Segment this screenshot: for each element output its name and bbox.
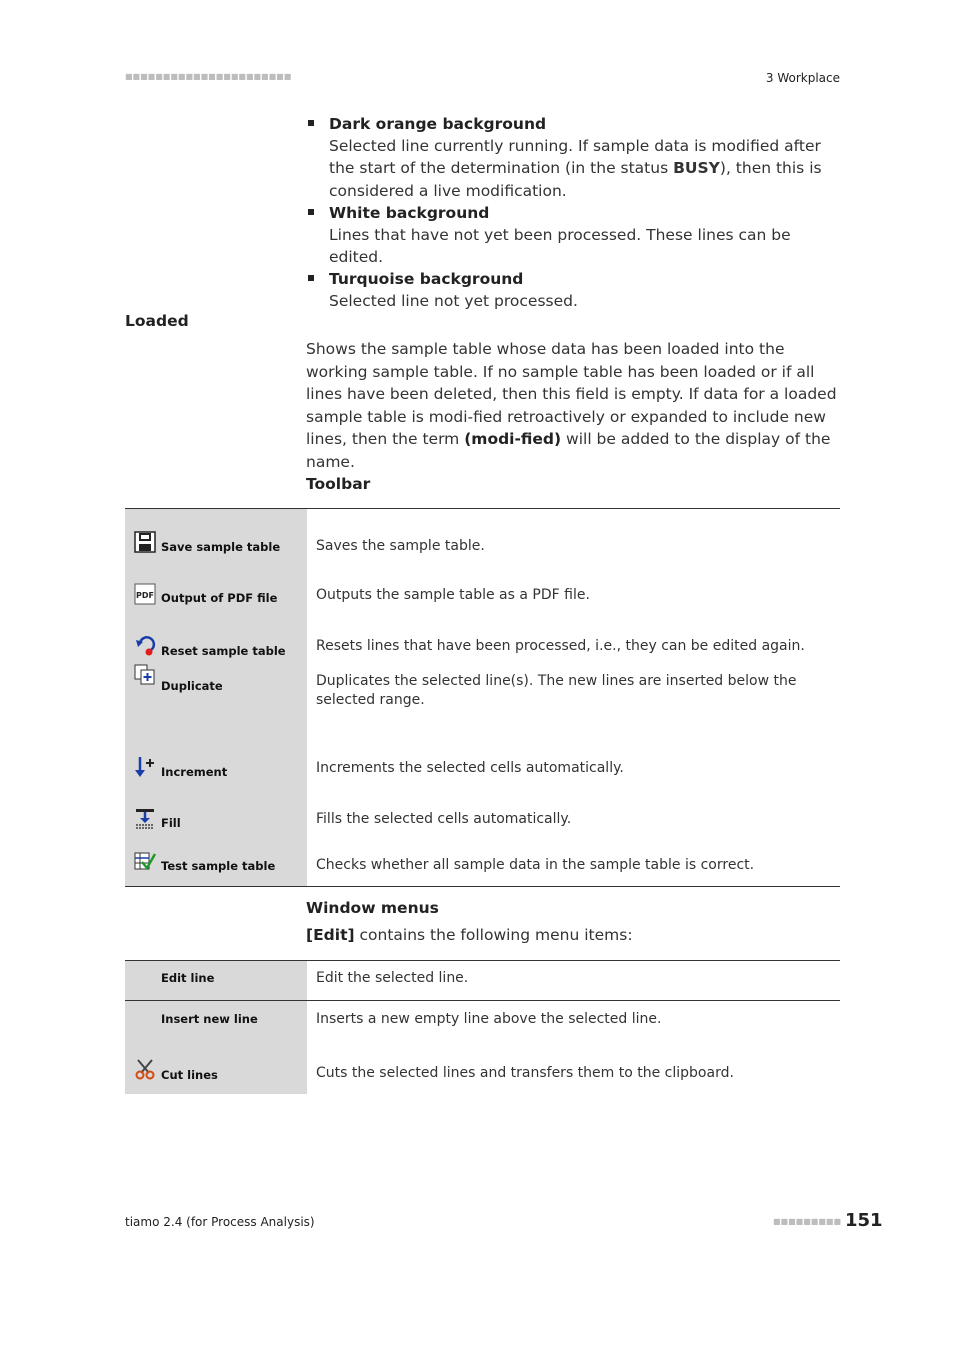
toolbar-label: Increment	[161, 764, 228, 779]
chapter-title: 3 Workplace	[765, 71, 840, 85]
fill-icon	[134, 808, 156, 830]
table-row	[125, 559, 840, 610]
footer-decoration: ■■■■■■■■■	[773, 1217, 842, 1226]
loaded-text-part: will be added to the display of the name.	[306, 430, 831, 471]
pdf-icon	[134, 583, 156, 605]
window-menus-subtitle-text: contains the following menu items:	[354, 926, 633, 944]
table-row	[125, 835, 840, 887]
toolbar-label: Output of PDF file	[161, 590, 278, 605]
bullet-square-icon	[308, 120, 314, 126]
page-number: 151	[845, 1210, 883, 1231]
window-menus-subtitle	[306, 926, 633, 944]
bullet-description: Lines that have not yet been processed. These lines can be edited.	[329, 225, 791, 267]
table-row	[125, 610, 840, 662]
svg-text:PDF: PDF	[136, 590, 154, 600]
toolbar-description: Checks whether all sample data in the sample table is correct.	[316, 856, 755, 873]
table-row	[125, 509, 840, 559]
modified-term: (modi-fied)	[464, 430, 562, 449]
bullet-square-icon	[308, 275, 314, 281]
table-row	[125, 1041, 840, 1094]
bullet-title: Turquoise background	[329, 270, 524, 289]
table-row	[125, 732, 840, 784]
bullet-title: Dark orange background	[329, 115, 547, 133]
test-table-icon	[134, 850, 156, 872]
loaded-text-part: Shows the sample table whose data has been loaded into the working sample table. If no sample table has been loaded or if all lines have been deleted, then this field is empty. If data for a loaded sample table is modi-fied retroactively or expanded to include new lines, then the term	[306, 340, 837, 449]
toolbar-heading: Toolbar	[306, 475, 371, 493]
bullet-desc-part: Selected line currently running. If sample data is modified after the start of the determination (in the status	[329, 137, 821, 178]
toolbar-label: Fill	[161, 815, 181, 830]
header-decoration: ■■■■■■■■■■■■■■■■■■■■■■	[125, 72, 292, 81]
bullet-desc-part: ), then this is considered a live modification.	[329, 159, 822, 200]
save-icon	[134, 531, 156, 553]
edit-menu-table	[125, 960, 840, 1094]
toolbar-description: Increments the selected cells automatically.	[316, 760, 624, 776]
table-row	[125, 961, 840, 1001]
menu-item-description: Edit the selected line.	[307, 961, 840, 1001]
bullet-description: Selected line not yet processed.	[329, 292, 578, 311]
table-row	[125, 1001, 840, 1041]
bullet-description	[329, 135, 846, 202]
table-row	[125, 784, 840, 835]
toolbar-label: Reset sample table	[161, 643, 286, 658]
menu-item-label: Insert new line	[161, 1012, 258, 1027]
menu-item-description: Cuts the selected lines and transfers them to the clipboard.	[316, 1065, 734, 1081]
reset-icon	[134, 636, 156, 658]
toolbar-description: Fills the selected cells automatically.	[316, 811, 572, 827]
window-menus-heading: Window menus	[306, 899, 439, 917]
menu-item-label: Edit line	[161, 971, 215, 985]
loaded-description	[306, 338, 838, 474]
scissors-icon	[134, 1058, 156, 1080]
menu-item-label: Cut lines	[161, 1067, 218, 1082]
footer-product: tiamo 2.4 (for Process Analysis)	[125, 1215, 315, 1229]
bullet-title: White background	[329, 203, 490, 222]
toolbar-description: Duplicates the selected line(s). The new lines are inserted below the selected range.	[316, 672, 797, 708]
increment-icon	[134, 756, 156, 778]
bullet-turquoise	[306, 268, 846, 312]
toolbar-label: Test sample table	[161, 859, 276, 873]
loaded-label: Loaded	[125, 312, 189, 330]
toolbar-table	[125, 508, 840, 887]
toolbar-description: Outputs the sample table as a PDF file.	[316, 587, 590, 603]
duplicate-icon	[134, 664, 156, 686]
bullet-dark-orange	[306, 113, 846, 202]
background-legend	[306, 113, 846, 313]
toolbar-label: Duplicate	[161, 678, 223, 693]
table-row	[125, 662, 840, 732]
status-busy: BUSY	[673, 159, 720, 178]
bullet-white	[306, 202, 846, 269]
edit-menu-name: [Edit]	[306, 926, 355, 944]
toolbar-description: Saves the sample table.	[316, 538, 485, 554]
toolbar-label: Save sample table	[161, 539, 281, 554]
menu-item-description: Inserts a new empty line above the selected line.	[316, 1011, 662, 1027]
toolbar-description: Resets lines that have been processed, i.e., they can be edited again.	[316, 638, 805, 654]
bullet-square-icon	[308, 209, 314, 215]
